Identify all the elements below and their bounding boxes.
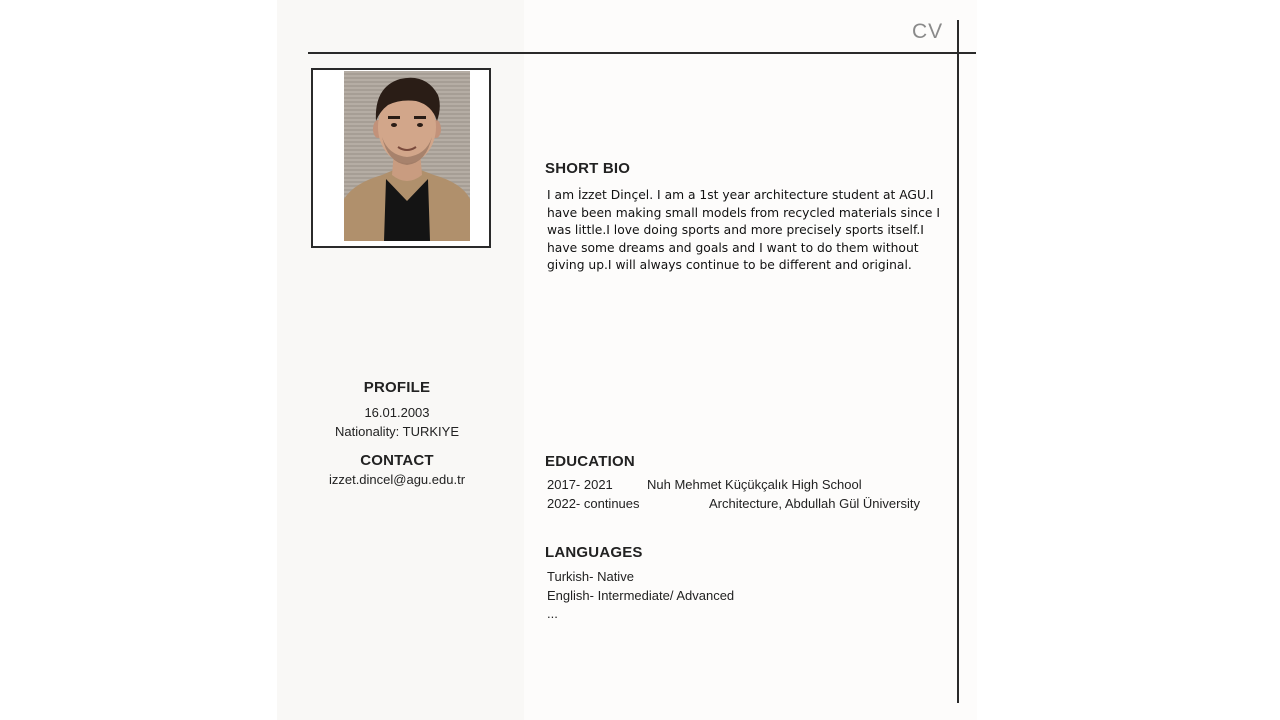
languages-heading: LANGUAGES xyxy=(545,544,643,561)
education-years: 2022- continues xyxy=(547,496,640,511)
profile-photo xyxy=(344,71,470,241)
contact-heading: CONTACT xyxy=(360,452,434,469)
language-item: Turkish- Native xyxy=(547,569,634,584)
contact-email: izzet.dincel@agu.edu.tr xyxy=(328,472,466,487)
portrait-illustration xyxy=(344,71,470,241)
profile-birth-date: 16.01.2003 xyxy=(364,405,430,420)
education-heading: EDUCATION xyxy=(545,453,635,470)
short-bio-text: I am İzzet Dinçel. I am a 1st year architecture student at AGU.I have been making small models from recycled materials since I was little.I love doing sports and more precisely sports itself.I have some dreams and goals and I want to do them without giving up.I will always continue to be different and original. xyxy=(547,188,941,272)
education-years: 2017- 2021 xyxy=(547,477,613,492)
language-item: English- Intermediate/ Advanced xyxy=(547,588,735,603)
language-item: ... xyxy=(547,606,558,621)
short-bio-heading: SHORT BIO xyxy=(545,160,631,177)
header-rule xyxy=(308,52,976,54)
education-school: Architecture, Abdullah Gül Üniversity xyxy=(709,496,920,511)
profile-nationality: Nationality: TURKIYE xyxy=(334,424,460,439)
profile-heading: PROFILE xyxy=(363,379,431,396)
education-school: Nuh Mehmet Küçükçalık High School xyxy=(647,477,862,492)
vertical-rule xyxy=(957,20,959,703)
cv-title: CV xyxy=(912,20,944,43)
